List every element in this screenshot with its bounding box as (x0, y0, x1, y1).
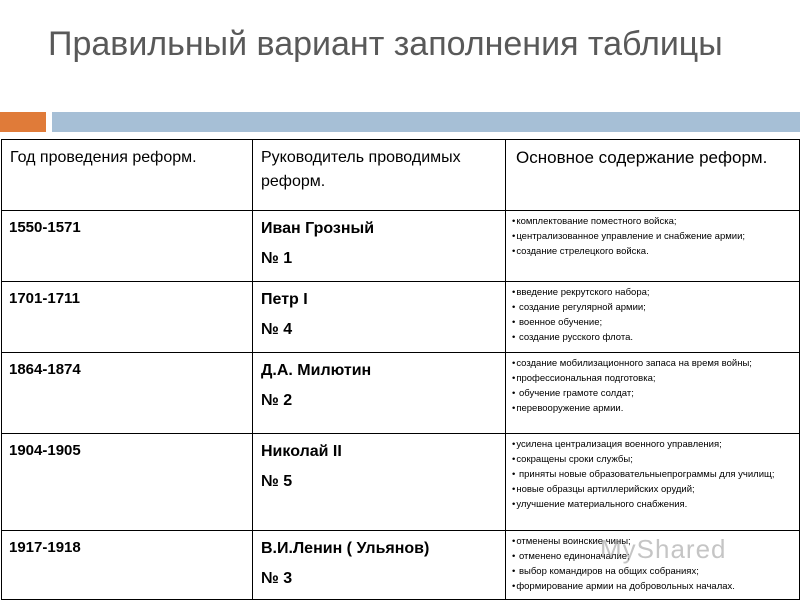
row-years: 1864-1874 (9, 361, 81, 378)
reform-list (506, 211, 799, 259)
list-item: • централизованное управление и снабжение армии; (512, 230, 795, 244)
row-leader: Д.А. Милютин (261, 362, 372, 379)
header-content: Основное содержание реформ. (516, 148, 768, 167)
row-leader: В.И.Ленин ( Ульянов) (261, 540, 430, 557)
list-item: • отменены воинские чины; (512, 535, 795, 549)
page-title: Правильный вариант заполнения таблицы (48, 25, 723, 63)
row-leader: Николай II (261, 443, 342, 460)
table-row (2, 211, 800, 282)
leader-cell (253, 282, 506, 353)
list-item: • улучшение материального снабжения. (512, 498, 795, 512)
year-cell (2, 211, 253, 282)
watermark-logo: MyShared (600, 534, 727, 564)
content-cell (506, 282, 800, 353)
table-row (2, 353, 800, 434)
year-cell (2, 282, 253, 353)
content-cell (506, 353, 800, 434)
table-row (2, 282, 800, 353)
leader-cell (253, 531, 506, 600)
list-item: • перевооружение армии. (512, 402, 795, 416)
list-item: • профессиональная подготовка; (512, 372, 795, 386)
table-row (2, 531, 800, 600)
list-item: • приняты новые образовательныепрограммы для училищ; (512, 468, 795, 482)
row-number: № 1 (261, 250, 293, 267)
header-cell-year (2, 140, 253, 211)
row-number: № 2 (261, 392, 293, 409)
content-cell (506, 531, 800, 600)
leader-cell (253, 211, 506, 282)
list-item: • новые образцы артиллерийских орудий; (512, 483, 795, 497)
row-number: № 5 (261, 473, 293, 490)
row-leader: Петр I (261, 291, 308, 308)
header-cell-leader (253, 140, 506, 211)
year-cell (2, 353, 253, 434)
row-number: № 4 (261, 321, 293, 338)
row-years: 1701-1711 (9, 290, 80, 307)
leader-cell (253, 434, 506, 531)
list-item: • создание стрелецкого войска. (512, 245, 795, 259)
row-leader: Иван Грозный (261, 220, 375, 237)
list-item: • создание мобилизационного запаса на время войны; (512, 357, 795, 371)
content-cell (506, 434, 800, 531)
year-cell (2, 434, 253, 531)
leader-cell (253, 353, 506, 434)
list-item: • выбор командиров на общих собраниях; (512, 565, 795, 579)
reform-list (506, 434, 799, 512)
accent-bar-orange (0, 112, 46, 132)
table-header-row (2, 140, 800, 211)
list-item: • сокращены сроки службы; (512, 453, 795, 467)
table-row (2, 434, 800, 531)
list-item: • создание регулярной армии; (512, 301, 795, 315)
list-item: • обучение грамоте солдат; (512, 387, 795, 401)
list-item: • усилена централизация военного управления; (512, 438, 795, 452)
header-year: Год проведения реформ. (10, 149, 197, 166)
list-item: • комплектование поместного войска; (512, 215, 795, 229)
row-years: 1550-1571 (9, 219, 81, 236)
row-number: № 3 (261, 570, 293, 587)
list-item: • военное обучение; (512, 316, 795, 330)
accent-bar-blue (52, 112, 800, 132)
header-leader: Руководитель проводимых реформ. (261, 149, 461, 190)
reform-list (506, 353, 799, 416)
reform-list (506, 282, 799, 345)
content-cell (506, 211, 800, 282)
list-item: • создание русского флота. (512, 331, 795, 345)
row-years: 1904-1905 (9, 442, 81, 459)
row-years: 1917-1918 (9, 539, 81, 556)
list-item: • отменено единоначалие; (512, 550, 795, 564)
year-cell (2, 531, 253, 600)
reform-table (1, 139, 800, 600)
header-cell-content (506, 140, 800, 211)
list-item: • введение рекрутского набора; (512, 286, 795, 300)
list-item: • формирование армии на добровольных началах. (512, 580, 795, 594)
reform-list (506, 531, 799, 594)
